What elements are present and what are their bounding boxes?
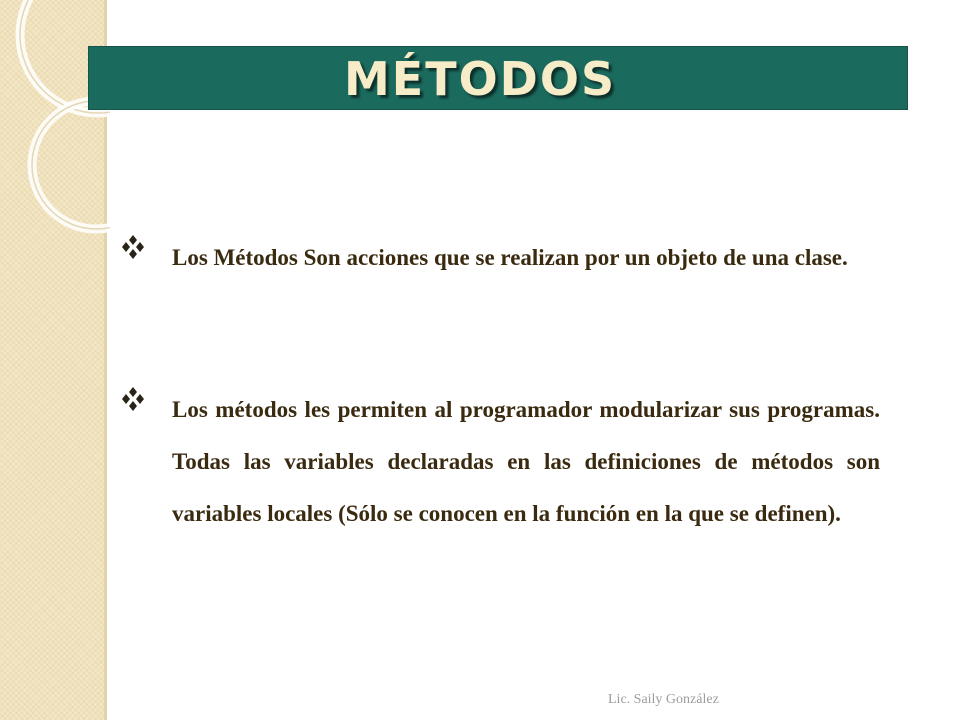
diamond-bullet-icon (118, 386, 148, 412)
bullet-item (118, 384, 880, 540)
slide-title: MÉTODOS (344, 52, 617, 106)
bullet-item (118, 232, 880, 284)
decorative-circles (0, 0, 110, 240)
diamond-bullet-icon (118, 234, 148, 260)
footer-author: Lic. Saily González (608, 692, 719, 707)
bullet-text: Los Métodos Son acciones que se realizan por un objeto de una clase. (172, 245, 848, 270)
bullet-text: Los métodos les permiten al programador modularizar sus programas. Todas las variables declaradas en las definiciones de métodos son variables locales (Sólo se conocen en la función en la que se definen). (172, 397, 880, 526)
title-banner (88, 46, 908, 110)
